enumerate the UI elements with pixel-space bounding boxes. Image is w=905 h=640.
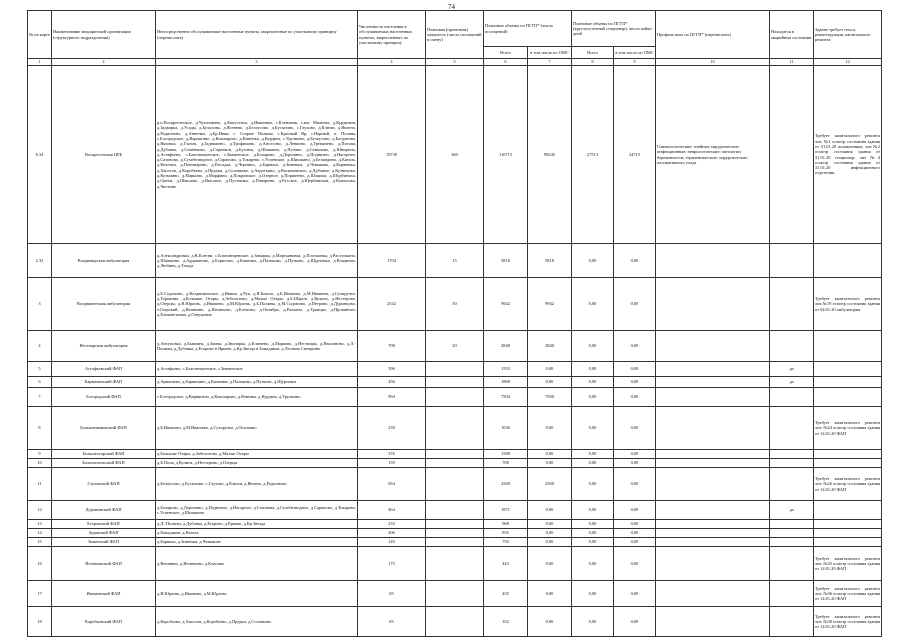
emergency-status	[770, 468, 814, 501]
page-number: 74	[448, 3, 455, 11]
bed-profile	[656, 520, 770, 529]
repair-note	[814, 450, 882, 459]
visits-total: 110713	[484, 66, 528, 244]
beds-total: 0,00	[572, 547, 614, 581]
table-row	[28, 244, 882, 278]
visits-total: 1868	[484, 377, 528, 388]
visits-oms: 7500	[528, 388, 572, 407]
header-repair: Здание требует сноса, реконструкции, капитального ремонта	[814, 11, 882, 59]
header-bed-days: Плановые объемы по ПГГП* (круглосуточный стационар), число койко-дней	[572, 11, 656, 47]
table-row	[28, 450, 882, 459]
organization-name: Доронинский ФАП	[52, 501, 156, 520]
organization-name: Зименский ФАП	[52, 538, 156, 547]
population: 994	[358, 388, 426, 407]
served-places: д.В.Юрасвь, д.Ивашево, д.М.Юрасвь	[156, 581, 358, 607]
beds-oms: 0,00	[614, 468, 656, 501]
table-row	[28, 547, 882, 581]
capacity	[426, 538, 484, 547]
emergency-status	[770, 331, 814, 362]
visits-total: 2500	[484, 468, 528, 501]
beds-total: 0,00	[572, 607, 614, 637]
bed-profile	[656, 459, 770, 468]
capacity	[426, 362, 484, 377]
table-row	[28, 66, 882, 244]
served-places: д.Б.Ивашево, д.М.Ивашево, д.Сухоручье, д.Толокино	[156, 407, 358, 450]
repair-note	[814, 538, 882, 547]
visits-oms: 2840	[528, 331, 572, 362]
served-places: д.Бочарово, д.Доронино, д.Поднизно, д.Нагорное, д.Сазонова, д.Сухобезводное, д.Сарапово, д.Токарево, с.Успенское, д.Шишкино	[156, 501, 358, 520]
repair-note	[814, 459, 882, 468]
visits-total: 2840	[484, 331, 528, 362]
repair-note: Требует капитального ремонта лит.№19 осмотр состояния здания от 04.01.20 амбулатория	[814, 278, 882, 331]
emergency-status	[770, 407, 814, 450]
population: 85	[358, 581, 426, 607]
beds-oms: 0,00	[614, 459, 656, 468]
header-bed-profile: Профиль коек по ПГГП* (перечислить)	[656, 11, 770, 59]
served-places: р.п.Воскресенское, д.Чухломино, д.Капустиха, д.Ивановка, с.Кленовик, с.им. Михеева, д.Курдюков, д.Задворка, д.Усады, д.Бухолово, д.Ясенево, д.Белоусово, д.Бусыгино, с.Глухово, д.Ключи, д.Явлено, д.Родионово, д.Анненка, д.Бр.Ивки, с. Старые Поляны, с.Красный Яр, с.Нарный, п. Поляна, с.Богородское, д.Варнягино, д.Кокшарово, д.Каменка, д.Курдюм, с.Уручкино, д.Белоусово, д.Богданово, д.Вязовка, д.Глазов, д.Задвижено, д.Трофимово, д.Ансосово, д.Левкино, д.Гремячево, д.Потапа, д.Дубовка, д.Семёнково, д.Серенков, д.Бузлюк, д.Шапкино, д.Пузино, д.Семеново, д.Шнырено, д.Астафьево, с.Благовещенское, с.Знаменское, д.Бочарово, д.Доронино, д.Поднизно, д.Нагорное, д.Сазонова, д.Сухобезводное, д.Сарапово, д.Токарево, с.Успенское, д.Шишкино, д.Беляндина, д.Каталь, д.Кочетки, д.Пономарево, д.Посадка, д.Чернино, д.Барвиха, д.Зименки, д.Чевыково, д.Кирюшки, д.Хвостов, д.Коробьево, д.Прудки, д.Соловьево, д.Авдотьино, д.Васильевское, д.Дубовые, д.Кузнецово, д.Кузьмино, д.Марьино, д.Марфино, д.Покровское, д.Озерное, д.Поршнево, д.Шляпки, д.Шурбиниха, д.Орехи, д.Швалово, д.Высокое, д.Пустынка, д.Панарино, д.Русское, д.Щербинская, д.Копылово, д.Чистино	[156, 66, 358, 244]
map-number: 9	[28, 450, 52, 459]
visits-oms: 0,00	[528, 501, 572, 520]
capacity	[426, 407, 484, 450]
visits-total: 7504	[484, 388, 528, 407]
table-row	[28, 377, 882, 388]
repair-note	[814, 244, 882, 278]
repair-note	[814, 377, 882, 388]
capacity	[426, 459, 484, 468]
visits-oms: 0,00	[528, 538, 572, 547]
population: 654	[358, 468, 426, 501]
beds-total: 0,00	[572, 331, 614, 362]
organization-name: Большеивановский ФАП	[52, 407, 156, 450]
map-number: 10	[28, 459, 52, 468]
header-visits-total: Всего	[484, 47, 528, 59]
emergency-status	[770, 278, 814, 331]
emergency-status	[770, 607, 814, 637]
organization-name: Нестиарская амбулатория	[52, 331, 156, 362]
map-number: 18	[28, 607, 52, 637]
header-visits-oms: в том числе по ОМС	[528, 47, 572, 59]
population: 85	[358, 607, 426, 637]
served-places: д.Астафьево, с.Благовещенское, с.Знаменское	[156, 362, 358, 377]
map-number: 17	[28, 581, 52, 607]
bed-profile	[656, 581, 770, 607]
organization-name: Богородский ФАП	[52, 388, 156, 407]
header-emergency: Находится в аварийном состоянии	[770, 11, 814, 59]
organization-name: Астафьевский ФАП	[52, 362, 156, 377]
emergency-status	[770, 547, 814, 581]
table-row	[28, 538, 882, 547]
visits-oms: 0,00	[528, 547, 572, 581]
header-places: Непосредственно обслуживаемые населенные пункты, закрепленные по участковому принципу (перечислить)	[156, 11, 358, 59]
organization-name: Егоровский ФАП	[52, 520, 156, 529]
beds-total: 0,00	[572, 520, 614, 529]
capacity	[426, 529, 484, 538]
organization-name: Воздвиженская амбулатория	[52, 278, 156, 331]
population: 159	[358, 459, 426, 468]
population: 376	[358, 450, 426, 459]
visits-oms: 2500	[528, 468, 572, 501]
header-beds-oms: в том числе по ОМС	[614, 47, 656, 59]
table-row	[28, 468, 882, 501]
bed-profile	[656, 244, 770, 278]
capacity	[426, 501, 484, 520]
visits-oms: 0,00	[528, 520, 572, 529]
beds-oms: 0,00	[614, 407, 656, 450]
bed-profile	[656, 529, 770, 538]
map-number: 13	[28, 520, 52, 529]
capacity: 20	[426, 331, 484, 362]
repair-note: Требует капитального ремонта лит. №35 осмотр состояния здания от 14.01.20 ФАП	[814, 547, 882, 581]
organization-name: Воскресенская ЦРБ	[52, 66, 156, 244]
repair-note: Требует капитального ремонта лит. №24 осмотр состояния здания от 14.01.20 ФАП	[814, 407, 882, 450]
beds-total: 0,00	[572, 407, 614, 450]
capacity: 360	[426, 66, 484, 244]
visits-total: 1588	[484, 450, 528, 459]
capacity	[426, 607, 484, 637]
organization-name: Глуховский ФАП	[52, 468, 156, 501]
table-row	[28, 407, 882, 450]
visits-total: 1871	[484, 501, 528, 520]
visits-total: 968	[484, 520, 528, 529]
visits-total: 750	[484, 538, 528, 547]
served-places: д.Вешнино, д.Игнатьево, д.Клепово	[156, 547, 358, 581]
repair-note	[814, 529, 882, 538]
column-index-row: 1 2 3 4 5 6 7 8 9 10 11 12	[28, 59, 882, 66]
emergency-status	[770, 66, 814, 244]
visits-total: 1553	[484, 362, 528, 377]
population: 396	[358, 362, 426, 377]
repair-note	[814, 520, 882, 529]
capacity	[426, 581, 484, 607]
beds-oms: 0,00	[614, 538, 656, 547]
beds-oms: 24715	[614, 66, 656, 244]
visits-total: 708	[484, 459, 528, 468]
organization-name: Коробьевский ФАП	[52, 607, 156, 637]
visits-oms: 0,00	[528, 529, 572, 538]
visits-oms: 0,00	[528, 407, 572, 450]
table-row	[28, 388, 882, 407]
emergency-status: да	[770, 501, 814, 520]
map-number: 14	[28, 529, 52, 538]
repair-note: Требует капитального ремонта лит. №26 осмотр состояния здания от 14.01.20 ФАП	[814, 468, 882, 501]
served-places: д.Д.-Поляны, д.Дубовка, д.Егорово, д.Ерково, д.Кр.Звезда	[156, 520, 358, 529]
beds-total: 0,00	[572, 459, 614, 468]
header-beds-total: Всего	[572, 47, 614, 59]
population: 2542	[358, 278, 426, 331]
served-places: д.Б.Поля, д.Кулиги, д.Нестерово, д.Озерцы	[156, 459, 358, 468]
visits-total: 835	[484, 529, 528, 538]
visits-oms: 0,00	[528, 450, 572, 459]
beds-oms: 0,00	[614, 501, 656, 520]
capacity	[426, 520, 484, 529]
repair-note: Требует капитального ремонта лит. №1 осмотр состояния здания от 31.01.20 поликлиника; лит.№2 осмотр состояния здания от 31.01.20 стационар; лит №4 осмотр состояния здания от 31.01.20 инфекционного отделения.	[814, 66, 882, 244]
map-number: 8.34	[28, 66, 52, 244]
beds-total: 0,00	[572, 581, 614, 607]
bed-profile	[656, 362, 770, 377]
served-places: д.Армашево, д.Барвихино, д.Каменки, д.Пальково, д.Пузково, д.Щуртовка	[156, 377, 358, 388]
served-places: д.Бонадиков, д.Каталь	[156, 529, 358, 538]
emergency-status: да	[770, 377, 814, 388]
table-row	[28, 529, 882, 538]
map-number: 8	[28, 407, 52, 450]
bed-profile	[656, 538, 770, 547]
bed-profile: Гинекологические; гнойные хирургические; инфекционные; неврологические; патологии беременности; терапевтические; хирургические; паллиативного ухода	[656, 66, 770, 244]
map-number: 11	[28, 468, 52, 501]
emergency-status	[770, 388, 814, 407]
emergency-status	[770, 450, 814, 459]
header-visits: Плановые объемы по ПГГП* (число посещений)	[484, 11, 572, 47]
beds-total: 0,00	[572, 501, 614, 520]
bed-profile	[656, 547, 770, 581]
visits-oms: 0,00	[528, 459, 572, 468]
population: 464	[358, 501, 426, 520]
table-row	[28, 459, 882, 468]
beds-oms: 0,00	[614, 362, 656, 377]
capacity	[426, 547, 484, 581]
population: 239	[358, 407, 426, 450]
visits-oms: 5818	[528, 244, 572, 278]
beds-oms: 0,00	[614, 450, 656, 459]
repair-note	[814, 388, 882, 407]
repair-note: Требует капитального ремонта лит. №36 осмотр состояния здания от 14.01.20 ФАП	[814, 581, 882, 607]
beds-oms: 0,00	[614, 388, 656, 407]
table-body	[28, 59, 882, 637]
beds-total: 0,00	[572, 468, 614, 501]
beds-total: 0,00	[572, 377, 614, 388]
emergency-status	[770, 529, 814, 538]
header-population: Численность населения в обслуживаемых населенных пунктах, закрепленных по участковому принципу	[358, 11, 426, 59]
capacity	[426, 377, 484, 388]
beds-oms: 0,00	[614, 520, 656, 529]
organization-name: Большеотарский ФАП	[52, 450, 156, 459]
capacity: 15	[426, 244, 484, 278]
map-number: 7	[28, 388, 52, 407]
served-places: д.Александровка, д.В.Клетни, с.Благовещенское, д.Зимарка, д.Мартьяновка, д.Плоскинка, д.Раслупкино, д.Шашкино, д.Ардашново, д.Борисово, д.Каменка, д.Пальково, д.Пузково, д.Щуртовка, д.Владиное, д.Любинь, д.Ташда	[156, 244, 358, 278]
map-number: 4	[28, 331, 52, 362]
population: 456	[358, 377, 426, 388]
population: 708	[358, 331, 426, 362]
table-row	[28, 278, 882, 331]
capacity	[426, 450, 484, 459]
capacity	[426, 468, 484, 501]
bed-profile	[656, 388, 770, 407]
visits-oms: 0,00	[528, 607, 572, 637]
map-number: 3	[28, 278, 52, 331]
repair-note	[814, 501, 882, 520]
map-number: 5	[28, 362, 52, 377]
organization-name: Ивашевский ФАП	[52, 581, 156, 607]
bed-profile	[656, 607, 770, 637]
beds-oms: 0,00	[614, 244, 656, 278]
organization-name: Владимирская амбулатория	[52, 244, 156, 278]
served-places: д.Барвиха, д.Зименки, д.Чевыково	[156, 538, 358, 547]
beds-oms: 0,00	[614, 377, 656, 388]
capacity	[426, 388, 484, 407]
table-row	[28, 607, 882, 637]
table-row	[28, 501, 882, 520]
visits-total: 1036	[484, 407, 528, 450]
capacity: 50	[426, 278, 484, 331]
served-places: д.Большие Отары, д.Заболотово, д.Малые Отары	[156, 450, 358, 459]
repair-note: Требует капитального ремонта лит. №38 осмотр состояния здания от 14.01.20 ФАП	[814, 607, 882, 637]
bed-profile	[656, 450, 770, 459]
header-capacity: Плановая (проектная) мощность (число посещений в смену)	[426, 11, 484, 59]
emergency-status	[770, 520, 814, 529]
visits-oms: 0,00	[528, 581, 572, 607]
organization-name: Большепольский ФАП	[52, 459, 156, 468]
beds-total: 0,00	[572, 278, 614, 331]
visits-oms: 0,00	[528, 377, 572, 388]
map-number: 16	[28, 547, 52, 581]
visits-total: 352	[484, 607, 528, 637]
table-row	[28, 362, 882, 377]
beds-oms: 0,00	[614, 547, 656, 581]
map-number: 12	[28, 501, 52, 520]
beds-total: 0,00	[572, 538, 614, 547]
visits-total: 5818	[484, 244, 528, 278]
population: 1704	[358, 244, 426, 278]
header-organization: Наименование медицинской организации (структурного подразделения)	[52, 11, 156, 59]
beds-total: 27513	[572, 66, 614, 244]
bed-profile	[656, 468, 770, 501]
beds-oms: 0,00	[614, 581, 656, 607]
emergency-status	[770, 581, 814, 607]
beds-total: 0,00	[572, 450, 614, 459]
map-number: 6	[28, 377, 52, 388]
visits-total: 435	[484, 581, 528, 607]
population: 19739	[358, 66, 426, 244]
emergency-status	[770, 459, 814, 468]
beds-total: 0,00	[572, 388, 614, 407]
emergency-status	[770, 244, 814, 278]
table-row	[28, 520, 882, 529]
beds-total: 0,00	[572, 529, 614, 538]
served-places: д.Б.Содомово, д.Воздвиженское, д.Ивина, д.Руя, д.Я.Бокото, д.Б.Ивашева, д.М.Ивашева, д.Сухиручье, д.Торокино, д.Большие Отары, д.Зеболотово, д.Малые Отары, д.Б.Шаров, д.Кулиги, д.Нестерово, д.Озерцы, д.В.Юрасвь, д.Ивашево, д.М.Юрасвь, д.Б.Поляны, д.М.Содомово, д.Петрово, д.Дуринцово, т.Озерский, д.Вешнино, д.Игнатьево, д.Клепово, д.Октябрь, д.Раскаты, д.Троицко, д.Провинное, д.Елизаветинка, д.Озерцовые	[156, 278, 358, 331]
table-row	[28, 581, 882, 607]
beds-oms: 0,00	[614, 278, 656, 331]
map-number: 15	[28, 538, 52, 547]
emergency-status: да	[770, 362, 814, 377]
visits-total: 9942	[484, 278, 528, 331]
bed-profile	[656, 377, 770, 388]
beds-oms: 0,00	[614, 331, 656, 362]
visits-oms: 9942	[528, 278, 572, 331]
population: 206	[358, 529, 426, 538]
emergency-status	[770, 538, 814, 547]
served-places: д.Белоусово, д.Бусыгино, с.Глухово, д.Ключи, д.Явлено, д.Родионово	[156, 468, 358, 501]
beds-oms: 0,00	[614, 529, 656, 538]
facilities-table	[27, 10, 882, 637]
bed-profile	[656, 501, 770, 520]
population: 235	[358, 520, 426, 529]
bed-profile	[656, 407, 770, 450]
served-places: д.Коробьево, д.Хвостов, д.Коробьево, д.Прудки, д.Соловьево	[156, 607, 358, 637]
beds-total: 0,00	[572, 244, 614, 278]
population: 175	[358, 547, 426, 581]
visits-total: 443	[484, 547, 528, 581]
organization-name: Игнатьевский ФАП	[52, 547, 156, 581]
organization-name: Барвихинский ФАП	[52, 377, 156, 388]
repair-note	[814, 362, 882, 377]
beds-total: 0,00	[572, 362, 614, 377]
bed-profile	[656, 278, 770, 331]
organization-name: Задовский ФАП	[52, 529, 156, 538]
served-places: с.Богородское, д.Варнягино, д.Кокшарово, д.Язвенка, д.Курдюм, д.Уручкино	[156, 388, 358, 407]
bed-profile	[656, 331, 770, 362]
table-row	[28, 331, 882, 362]
visits-oms: 0,00	[528, 362, 572, 377]
map-number: 2.33	[28, 244, 52, 278]
population: 145	[358, 538, 426, 547]
beds-oms: 0,00	[614, 607, 656, 637]
served-places: д.Ансуповка, д.Быковец, д.Заовы, д.Звонарка, д.Ключево, д.Марково, д.Нестиары, д.Наклоново, д.Л.-Поляны, д.Дубовка, д.Егорово в Яркове, д.Кр.Звезда в Бонадиков, д.Леснача Свещкино	[156, 331, 358, 362]
header-map-number: № на карте	[28, 11, 52, 59]
repair-note	[814, 331, 882, 362]
visits-oms: 98245	[528, 66, 572, 244]
